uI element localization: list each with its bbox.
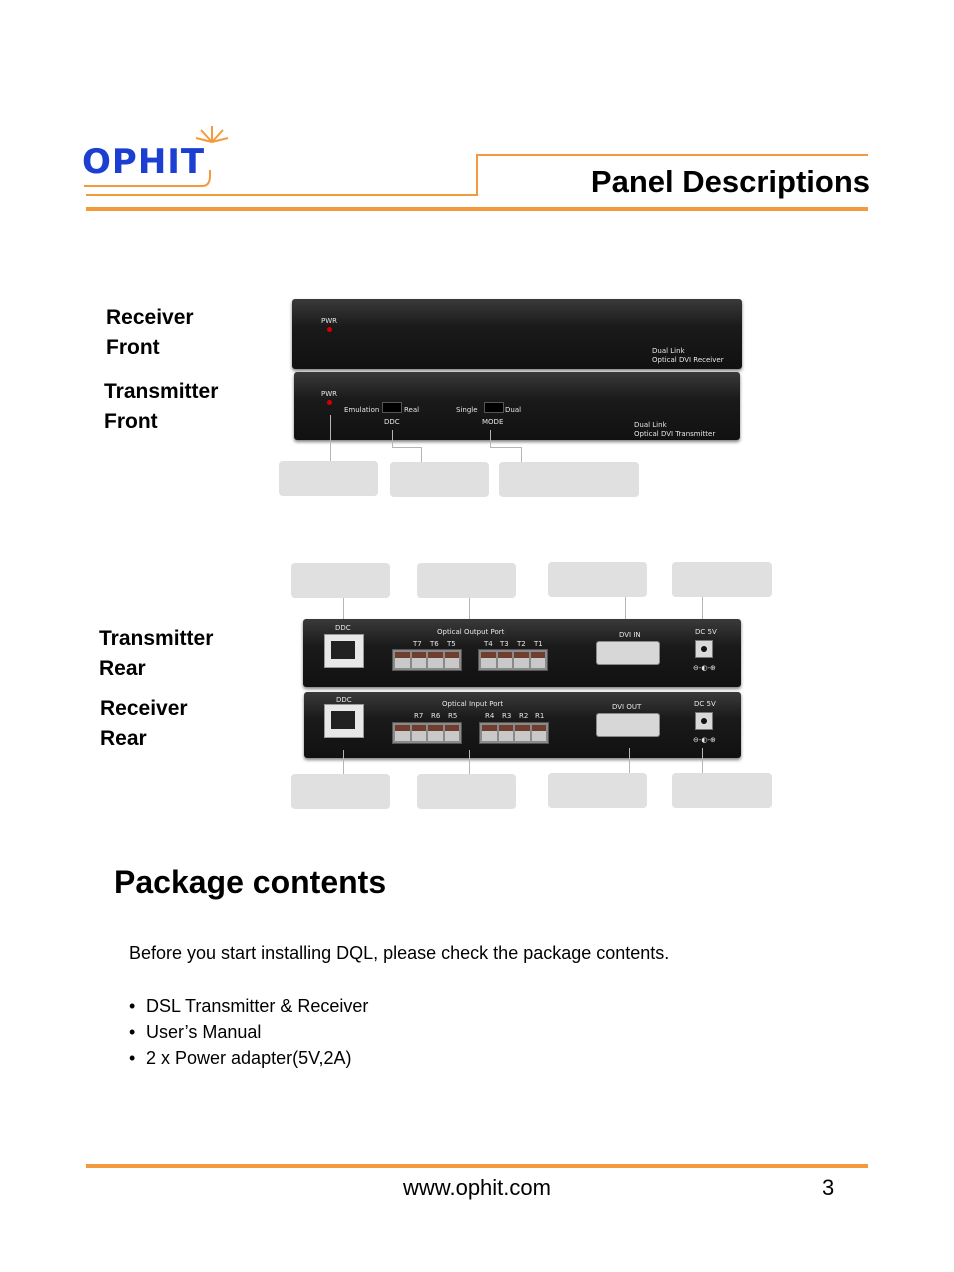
mode-single-label: Single (456, 406, 478, 414)
rx-port-r2: R2 (519, 712, 529, 720)
rx-port-r5: R5 (448, 712, 458, 720)
tx-optical-ports-left (392, 649, 462, 671)
tx-ddc-label: DDC (335, 624, 351, 632)
tx-polarity: ⊖-◐-⊕ (693, 664, 716, 672)
list-item: • User’s Manual (129, 1019, 368, 1045)
callout-tx-dc (672, 562, 772, 597)
mode-label: MODE (482, 418, 504, 426)
receiver-pwr-label: PWR (321, 317, 338, 325)
tx-port-t7: T7 (413, 640, 422, 648)
package-intro: Before you start installing DQL, please check the package contents. (129, 943, 670, 963)
tx-port-t2: T2 (517, 640, 526, 648)
logo-text: OPHIT (82, 142, 206, 182)
ddc-label: DDC (384, 418, 400, 426)
callout-tx-optical (417, 563, 516, 598)
rx-dvi-label: DVI OUT (612, 703, 642, 711)
transmitter-model-line1: Dual Link (634, 421, 667, 429)
callout-tx-dvi (548, 562, 647, 597)
header-rule-bottom (86, 207, 868, 211)
label-receiver-front: Receiver Front (106, 306, 194, 359)
callout-rx-optical (417, 774, 516, 809)
header-rule-top (476, 154, 868, 156)
mode-switch (484, 402, 504, 413)
callout-mode (499, 462, 639, 497)
section-title-package: Package contents (114, 864, 387, 900)
tx-dvi-label: DVI IN (619, 631, 641, 639)
tx-optical-label: Optical Output Port (437, 628, 505, 636)
callout-rx-dc (672, 773, 772, 808)
rx-port-r3: R3 (502, 712, 512, 720)
transmitter-pwr-label: PWR (321, 390, 338, 398)
rx-port-r4: R4 (485, 712, 495, 720)
receiver-front-panel (292, 299, 742, 369)
rx-rj45-port (324, 704, 364, 738)
list-item: • DSL Transmitter & Receiver (129, 993, 368, 1019)
callout-rx-ddc (291, 774, 390, 809)
callout-ddc (390, 462, 489, 497)
footer-url: www.ophit.com (403, 1175, 551, 1200)
receiver-model-line2: Optical DVI Receiver (652, 356, 724, 364)
tx-dc-jack (695, 640, 713, 658)
tx-dc-label: DC 5V (695, 628, 717, 636)
footer-rule (86, 1164, 868, 1168)
tx-dvi-port (596, 641, 660, 665)
rx-port-r6: R6 (431, 712, 441, 720)
rx-dc-jack (695, 712, 713, 730)
label-transmitter-front: Transmitter Front (104, 380, 219, 433)
label-transmitter-rear: Transmitter Rear (99, 627, 214, 680)
receiver-rear-panel (304, 692, 741, 758)
rx-port-r1: R1 (535, 712, 545, 720)
receiver-pwr-led (327, 327, 332, 332)
rx-dc-label: DC 5V (694, 700, 716, 708)
page-title: Panel Descriptions (590, 164, 870, 199)
tx-port-t6: T6 (430, 640, 439, 648)
label-receiver-rear: Receiver Rear (100, 697, 188, 750)
ddc-emulation-label: Emulation (344, 406, 380, 414)
transmitter-rear-panel (303, 619, 741, 687)
transmitter-model-line2: Optical DVI Transmitter (634, 430, 716, 438)
tx-port-t5: T5 (447, 640, 456, 648)
tx-port-t1: T1 (534, 640, 543, 648)
rx-optical-ports-right (479, 722, 549, 744)
transmitter-pwr-led (327, 400, 332, 405)
transmitter-front-panel (294, 372, 740, 440)
tx-optical-ports-right (478, 649, 548, 671)
rx-port-r7: R7 (414, 712, 424, 720)
header-rule-vertical (476, 154, 478, 196)
callout-tx-ddc (291, 563, 390, 598)
rx-ddc-label: DDC (336, 696, 352, 704)
receiver-model-line1: Dual Link (652, 347, 685, 355)
tx-port-t4: T4 (484, 640, 493, 648)
package-list (129, 993, 368, 1071)
header-rule-left-thin (86, 194, 476, 196)
tx-rj45-port (324, 634, 364, 668)
ddc-real-label: Real (404, 406, 420, 414)
tx-port-t3: T3 (500, 640, 509, 648)
rx-dvi-port (596, 713, 660, 737)
callout-pwr (279, 461, 378, 496)
ddc-switch (382, 402, 402, 413)
rx-optical-label: Optical Input Port (442, 700, 504, 708)
list-item: • 2 x Power adapter(5V,2A) (129, 1045, 368, 1071)
page-number: 3 (822, 1175, 835, 1200)
callout-rx-dvi (548, 773, 647, 808)
rx-polarity: ⊖-◐-⊕ (693, 736, 716, 744)
rx-optical-ports-left (392, 722, 462, 744)
mode-dual-label: Dual (505, 406, 522, 414)
